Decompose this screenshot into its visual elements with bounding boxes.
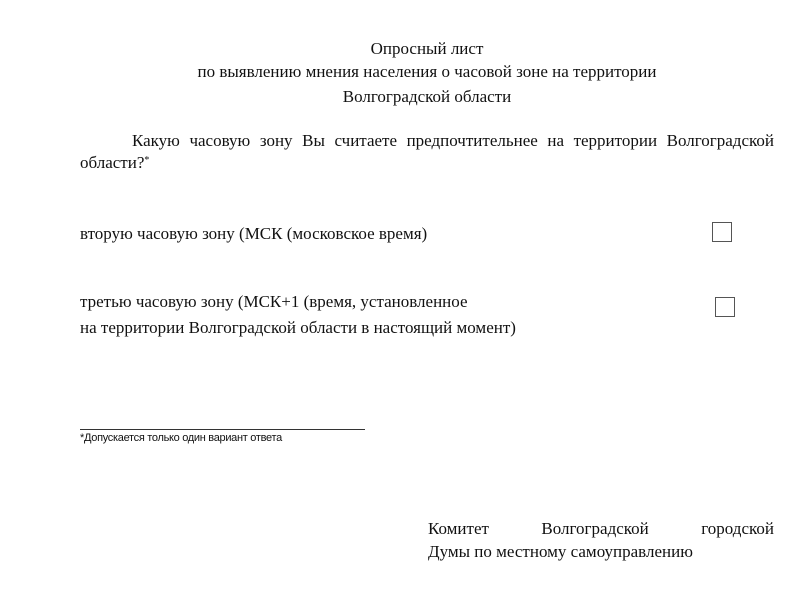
signature-line-2: Думы по местному самоуправлению (428, 542, 693, 561)
option-label-line-1: третью часовую зону (МСК+1 (время, установленное (80, 292, 468, 311)
question-text: Какую часовую зону Вы считаете предпочтительнее на территории Волгоградской области? (80, 131, 774, 172)
form-title-line-2: по выявлению мнения населения о часовой зоне на территории (197, 62, 657, 81)
option-second-time-zone-checkbox[interactable] (712, 222, 732, 242)
footnote-marker: * (144, 155, 150, 166)
option-third-time-zone-checkbox[interactable] (715, 297, 735, 317)
form-title-line-3: Волгоградской области (342, 87, 512, 106)
form-title (80, 38, 774, 60)
signature-block (428, 517, 774, 563)
form-subtitle (80, 61, 774, 83)
signature-line-1: Комитет Волгоградской городской (428, 519, 774, 538)
option-label-line-2: на территории Волгоградской области в настоящий момент) (80, 318, 516, 337)
form-region (80, 86, 774, 108)
survey-question (80, 130, 774, 174)
option-second-time-zone (80, 223, 427, 245)
footnote-divider (80, 429, 365, 430)
option-third-time-zone (80, 291, 516, 339)
option-label: вторую часовую зону (МСК (московское время) (80, 224, 428, 243)
footnote-text: *Допускается только один вариант ответа (80, 432, 282, 444)
form-title-line-1: Опросный лист (370, 39, 484, 58)
